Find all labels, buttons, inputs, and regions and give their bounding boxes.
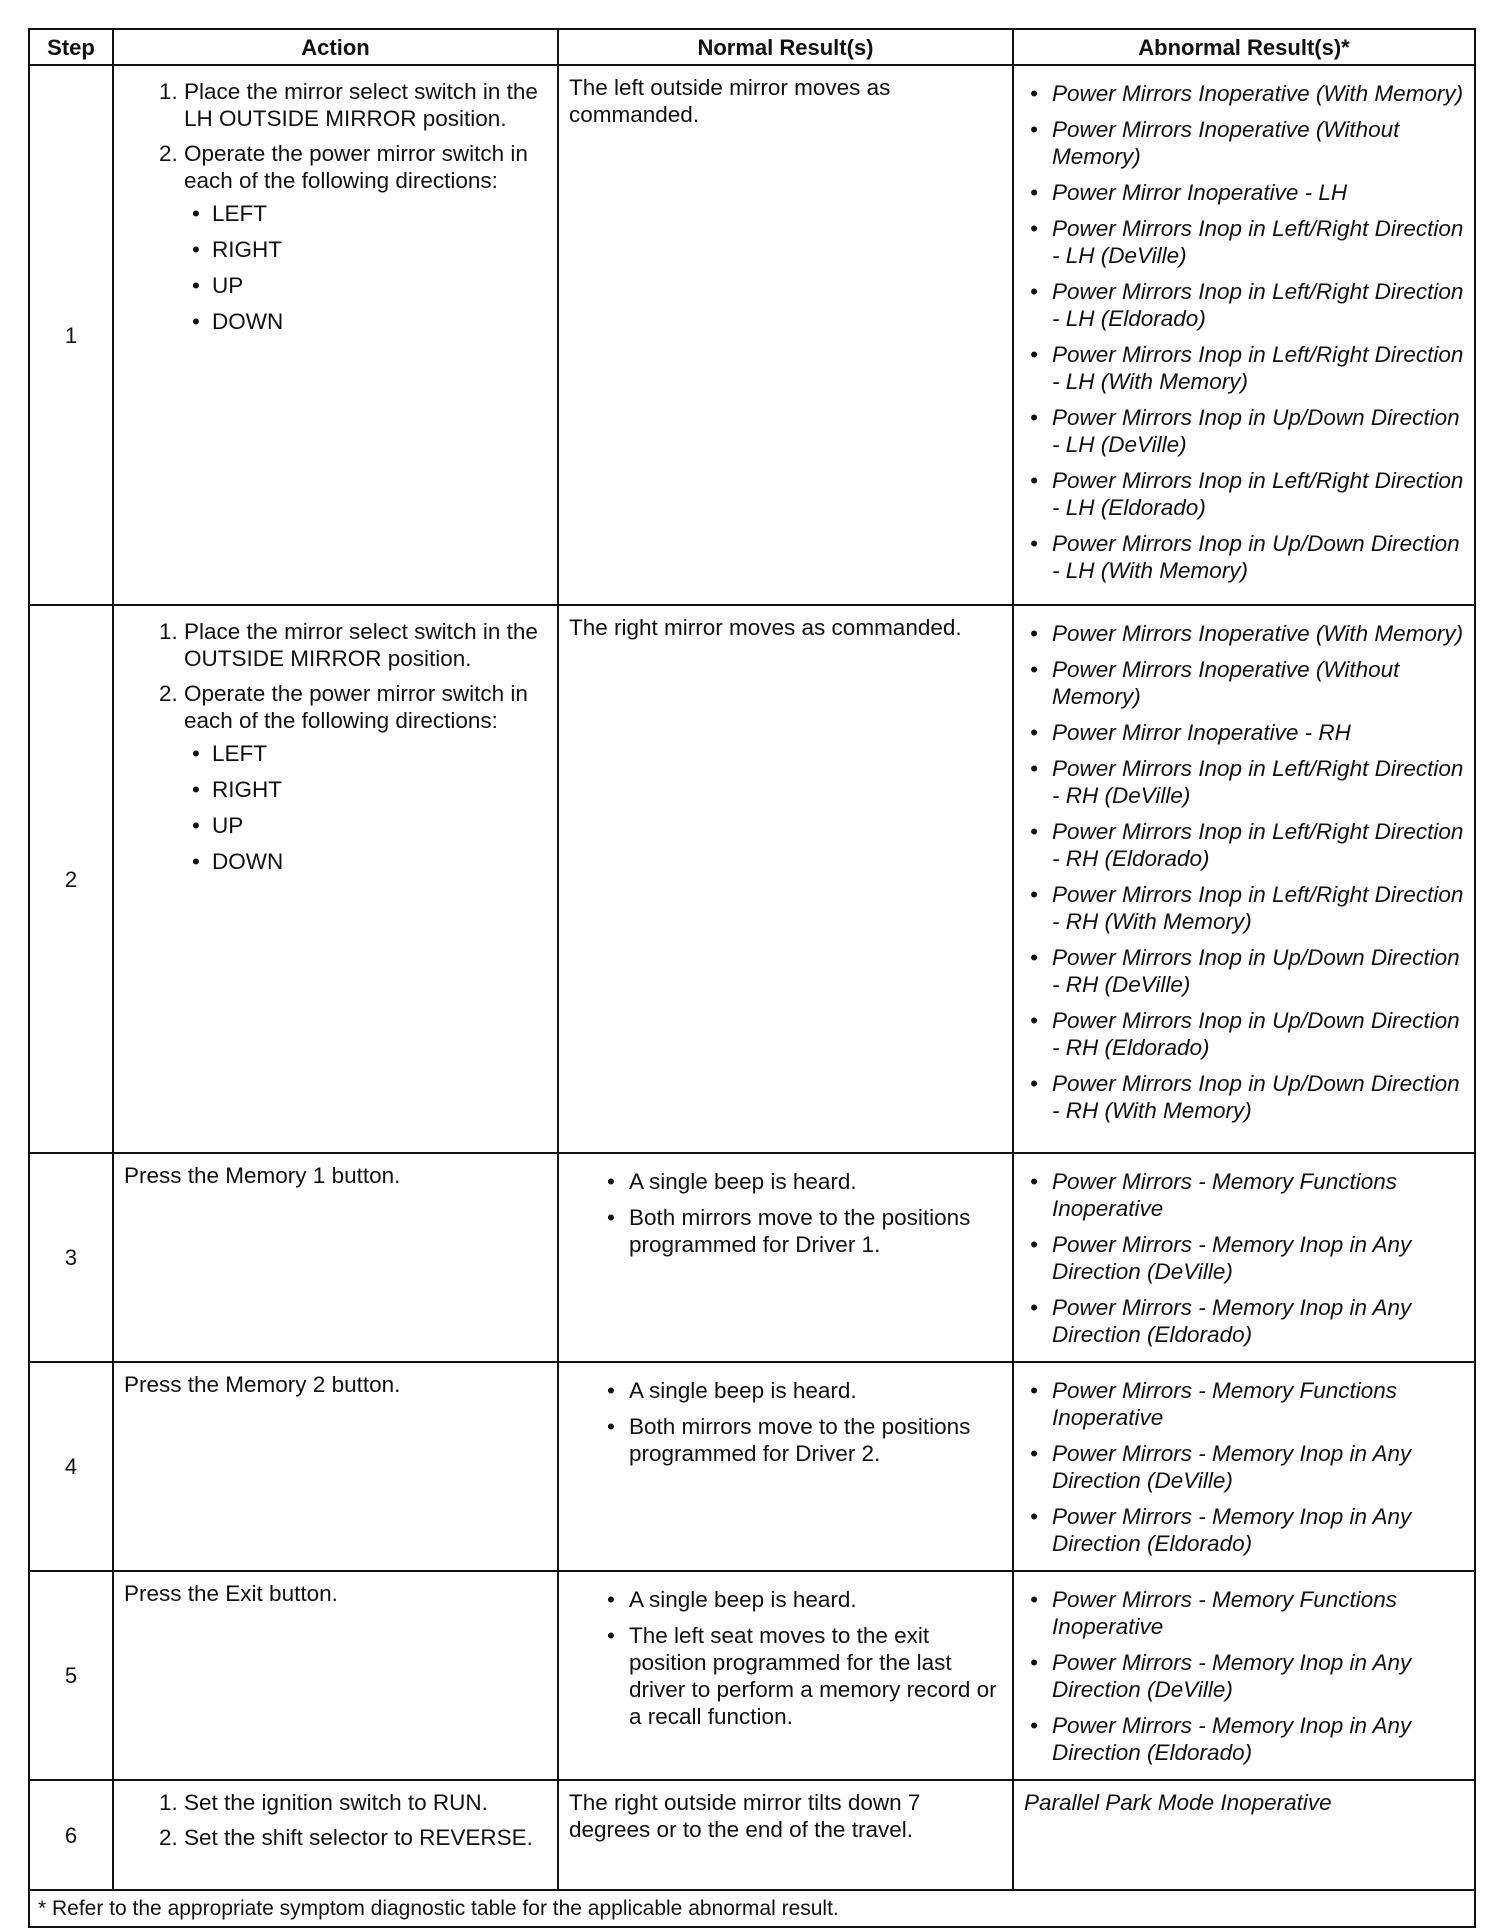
abnormal-result-list: [1024, 1377, 1464, 1557]
table-row: [29, 65, 1475, 605]
table-row: [29, 1362, 1475, 1571]
abnormal-result-link[interactable]: • Power Mirrors Inop in Left/Right Direction - LH (DeVille): [1024, 215, 1464, 269]
abnormal-result-link[interactable]: • Power Mirror Inoperative - LH: [1024, 179, 1464, 206]
normal-result-item: • A single beep is heard.: [601, 1586, 1002, 1613]
abnormal-result-link[interactable]: • Power Mirrors Inoperative (Without Memory): [1024, 656, 1464, 710]
abnormal-result-link[interactable]: • Power Mirrors Inop in Left/Right Direction - LH (Eldorado): [1024, 467, 1464, 521]
action-text: Press the Memory 2 button.: [124, 1372, 401, 1397]
table-row: [29, 1780, 1475, 1890]
normal-result-item: • A single beep is heard.: [601, 1168, 1002, 1195]
step-number: 2: [29, 605, 113, 1153]
action-steps: [124, 78, 547, 335]
normal-result-text: The right outside mirror tilts down 7 degrees or to the end of the travel.: [569, 1790, 921, 1842]
direction-list: [184, 740, 547, 875]
abnormal-result-cell: [1013, 1362, 1475, 1571]
direction-item: • UP: [188, 812, 547, 839]
action-text: Press the Exit button.: [124, 1581, 338, 1606]
step-number: 5: [29, 1571, 113, 1780]
abnormal-result-link[interactable]: • Power Mirrors - Memory Functions Inoperative: [1024, 1377, 1464, 1431]
abnormal-result-link[interactable]: Parallel Park Mode Inoperative: [1024, 1790, 1332, 1815]
normal-result-cell: [558, 605, 1013, 1153]
abnormal-result-link[interactable]: • Power Mirrors Inop in Left/Right Direction - LH (Eldorado): [1024, 278, 1464, 332]
direction-item: • DOWN: [188, 308, 547, 335]
abnormal-result-list: [1024, 1586, 1464, 1766]
action-text: Press the Memory 1 button.: [124, 1163, 401, 1188]
header-action: Action: [113, 29, 558, 65]
normal-result-cell: [558, 65, 1013, 605]
abnormal-result-cell: [1013, 1153, 1475, 1362]
footnote-row: [29, 1890, 1475, 1927]
abnormal-result-link[interactable]: • Power Mirrors Inoperative (Without Memory): [1024, 116, 1464, 170]
normal-result-list: [569, 1586, 1002, 1730]
direction-item: • LEFT: [188, 740, 547, 767]
diagnostic-table-page: [28, 28, 1474, 1928]
abnormal-result-link[interactable]: • Power Mirrors Inop in Up/Down Direction - RH (DeVille): [1024, 944, 1464, 998]
abnormal-result-link[interactable]: • Power Mirrors - Memory Inop in Any Direction (DeVille): [1024, 1440, 1464, 1494]
action-cell: [113, 1571, 558, 1780]
abnormal-result-link[interactable]: • Power Mirror Inoperative - RH: [1024, 719, 1464, 746]
header-step: Step: [29, 29, 113, 65]
abnormal-result-link[interactable]: • Power Mirrors - Memory Functions Inoperative: [1024, 1586, 1464, 1640]
abnormal-result-list: [1024, 80, 1464, 584]
abnormal-result-link[interactable]: • Power Mirrors Inop in Left/Right Direction - RH (Eldorado): [1024, 818, 1464, 872]
abnormal-result-link[interactable]: • Power Mirrors Inoperative (With Memory): [1024, 80, 1464, 107]
footnote: * Refer to the appropriate symptom diagnostic table for the applicable abnormal result.: [29, 1890, 1475, 1927]
direction-list: [184, 200, 547, 335]
normal-result-cell: [558, 1362, 1013, 1571]
direction-item: • RIGHT: [188, 776, 547, 803]
normal-result-list: [569, 1168, 1002, 1258]
step-number: 3: [29, 1153, 113, 1362]
action-step: 2. Set the shift selector to REVERSE.: [184, 1824, 547, 1851]
normal-result-list: [569, 1377, 1002, 1467]
header-normal-results: Normal Result(s): [558, 29, 1013, 65]
action-cell: [113, 1780, 558, 1890]
abnormal-result-link[interactable]: • Power Mirrors - Memory Inop in Any Direction (DeVille): [1024, 1231, 1464, 1285]
normal-result-item: • A single beep is heard.: [601, 1377, 1002, 1404]
direction-item: • RIGHT: [188, 236, 547, 263]
table-row: [29, 1571, 1475, 1780]
abnormal-result-link[interactable]: • Power Mirrors - Memory Functions Inoperative: [1024, 1168, 1464, 1222]
table-row: [29, 1153, 1475, 1362]
normal-result-item: • Both mirrors move to the positions programmed for Driver 1.: [601, 1204, 1002, 1258]
action-step-text: Operate the power mirror switch in each of the following directions:: [184, 681, 528, 733]
step-number: 1: [29, 65, 113, 605]
action-cell: [113, 1362, 558, 1571]
normal-result-item: • Both mirrors move to the positions programmed for Driver 2.: [601, 1413, 1002, 1467]
action-step: 1. Place the mirror select switch in the OUTSIDE MIRROR position.: [184, 618, 547, 672]
normal-result-text: The right mirror moves as commanded.: [569, 615, 962, 640]
action-step: [184, 680, 547, 875]
abnormal-result-list: [1024, 1168, 1464, 1348]
abnormal-result-link[interactable]: • Power Mirrors Inop in Up/Down Direction - LH (DeVille): [1024, 404, 1464, 458]
action-step: 1. Place the mirror select switch in the LH OUTSIDE MIRROR position.: [184, 78, 547, 132]
direction-item: • LEFT: [188, 200, 547, 227]
abnormal-result-link[interactable]: • Power Mirrors - Memory Inop in Any Direction (Eldorado): [1024, 1294, 1464, 1348]
action-cell: [113, 1153, 558, 1362]
abnormal-result-cell: [1013, 605, 1475, 1153]
abnormal-result-link[interactable]: • Power Mirrors Inop in Left/Right Direction - RH (DeVille): [1024, 755, 1464, 809]
diagnostic-table: [28, 28, 1476, 1928]
step-number: 6: [29, 1780, 113, 1890]
abnormal-result-cell: [1013, 65, 1475, 605]
abnormal-result-link[interactable]: • Power Mirrors Inop in Left/Right Direction - LH (With Memory): [1024, 341, 1464, 395]
header-abnormal-results: Abnormal Result(s)*: [1013, 29, 1475, 65]
action-cell: [113, 65, 558, 605]
abnormal-result-link[interactable]: • Power Mirrors Inop in Left/Right Direction - RH (With Memory): [1024, 881, 1464, 935]
header-row: [29, 29, 1475, 65]
normal-result-cell: [558, 1153, 1013, 1362]
action-step: [184, 140, 547, 335]
abnormal-result-link[interactable]: • Power Mirrors - Memory Inop in Any Direction (Eldorado): [1024, 1712, 1464, 1766]
abnormal-result-link[interactable]: • Power Mirrors Inoperative (With Memory): [1024, 620, 1464, 647]
direction-item: • DOWN: [188, 848, 547, 875]
abnormal-result-link[interactable]: • Power Mirrors Inop in Up/Down Direction - LH (With Memory): [1024, 530, 1464, 584]
abnormal-result-link[interactable]: • Power Mirrors - Memory Inop in Any Direction (Eldorado): [1024, 1503, 1464, 1557]
normal-result-cell: [558, 1571, 1013, 1780]
action-step-text: Operate the power mirror switch in each of the following directions:: [184, 141, 528, 193]
abnormal-result-cell: [1013, 1780, 1475, 1890]
normal-result-cell: [558, 1780, 1013, 1890]
action-steps: [124, 1789, 547, 1851]
step-number: 4: [29, 1362, 113, 1571]
abnormal-result-cell: [1013, 1571, 1475, 1780]
table-row: [29, 605, 1475, 1153]
direction-item: • UP: [188, 272, 547, 299]
action-cell: [113, 605, 558, 1153]
action-steps: [124, 618, 547, 875]
normal-result-text: The left outside mirror moves as commanded.: [569, 75, 891, 127]
abnormal-result-link[interactable]: • Power Mirrors Inop in Up/Down Direction - RH (Eldorado): [1024, 1007, 1464, 1061]
abnormal-result-link[interactable]: • Power Mirrors - Memory Inop in Any Direction (DeVille): [1024, 1649, 1464, 1703]
action-step: 1. Set the ignition switch to RUN.: [184, 1789, 547, 1816]
abnormal-result-list: [1024, 620, 1464, 1124]
abnormal-result-link[interactable]: • Power Mirrors Inop in Up/Down Direction - RH (With Memory): [1024, 1070, 1464, 1124]
normal-result-item: • The left seat moves to the exit position programmed for the last driver to perform a memory record or a recall function.: [601, 1622, 1002, 1730]
